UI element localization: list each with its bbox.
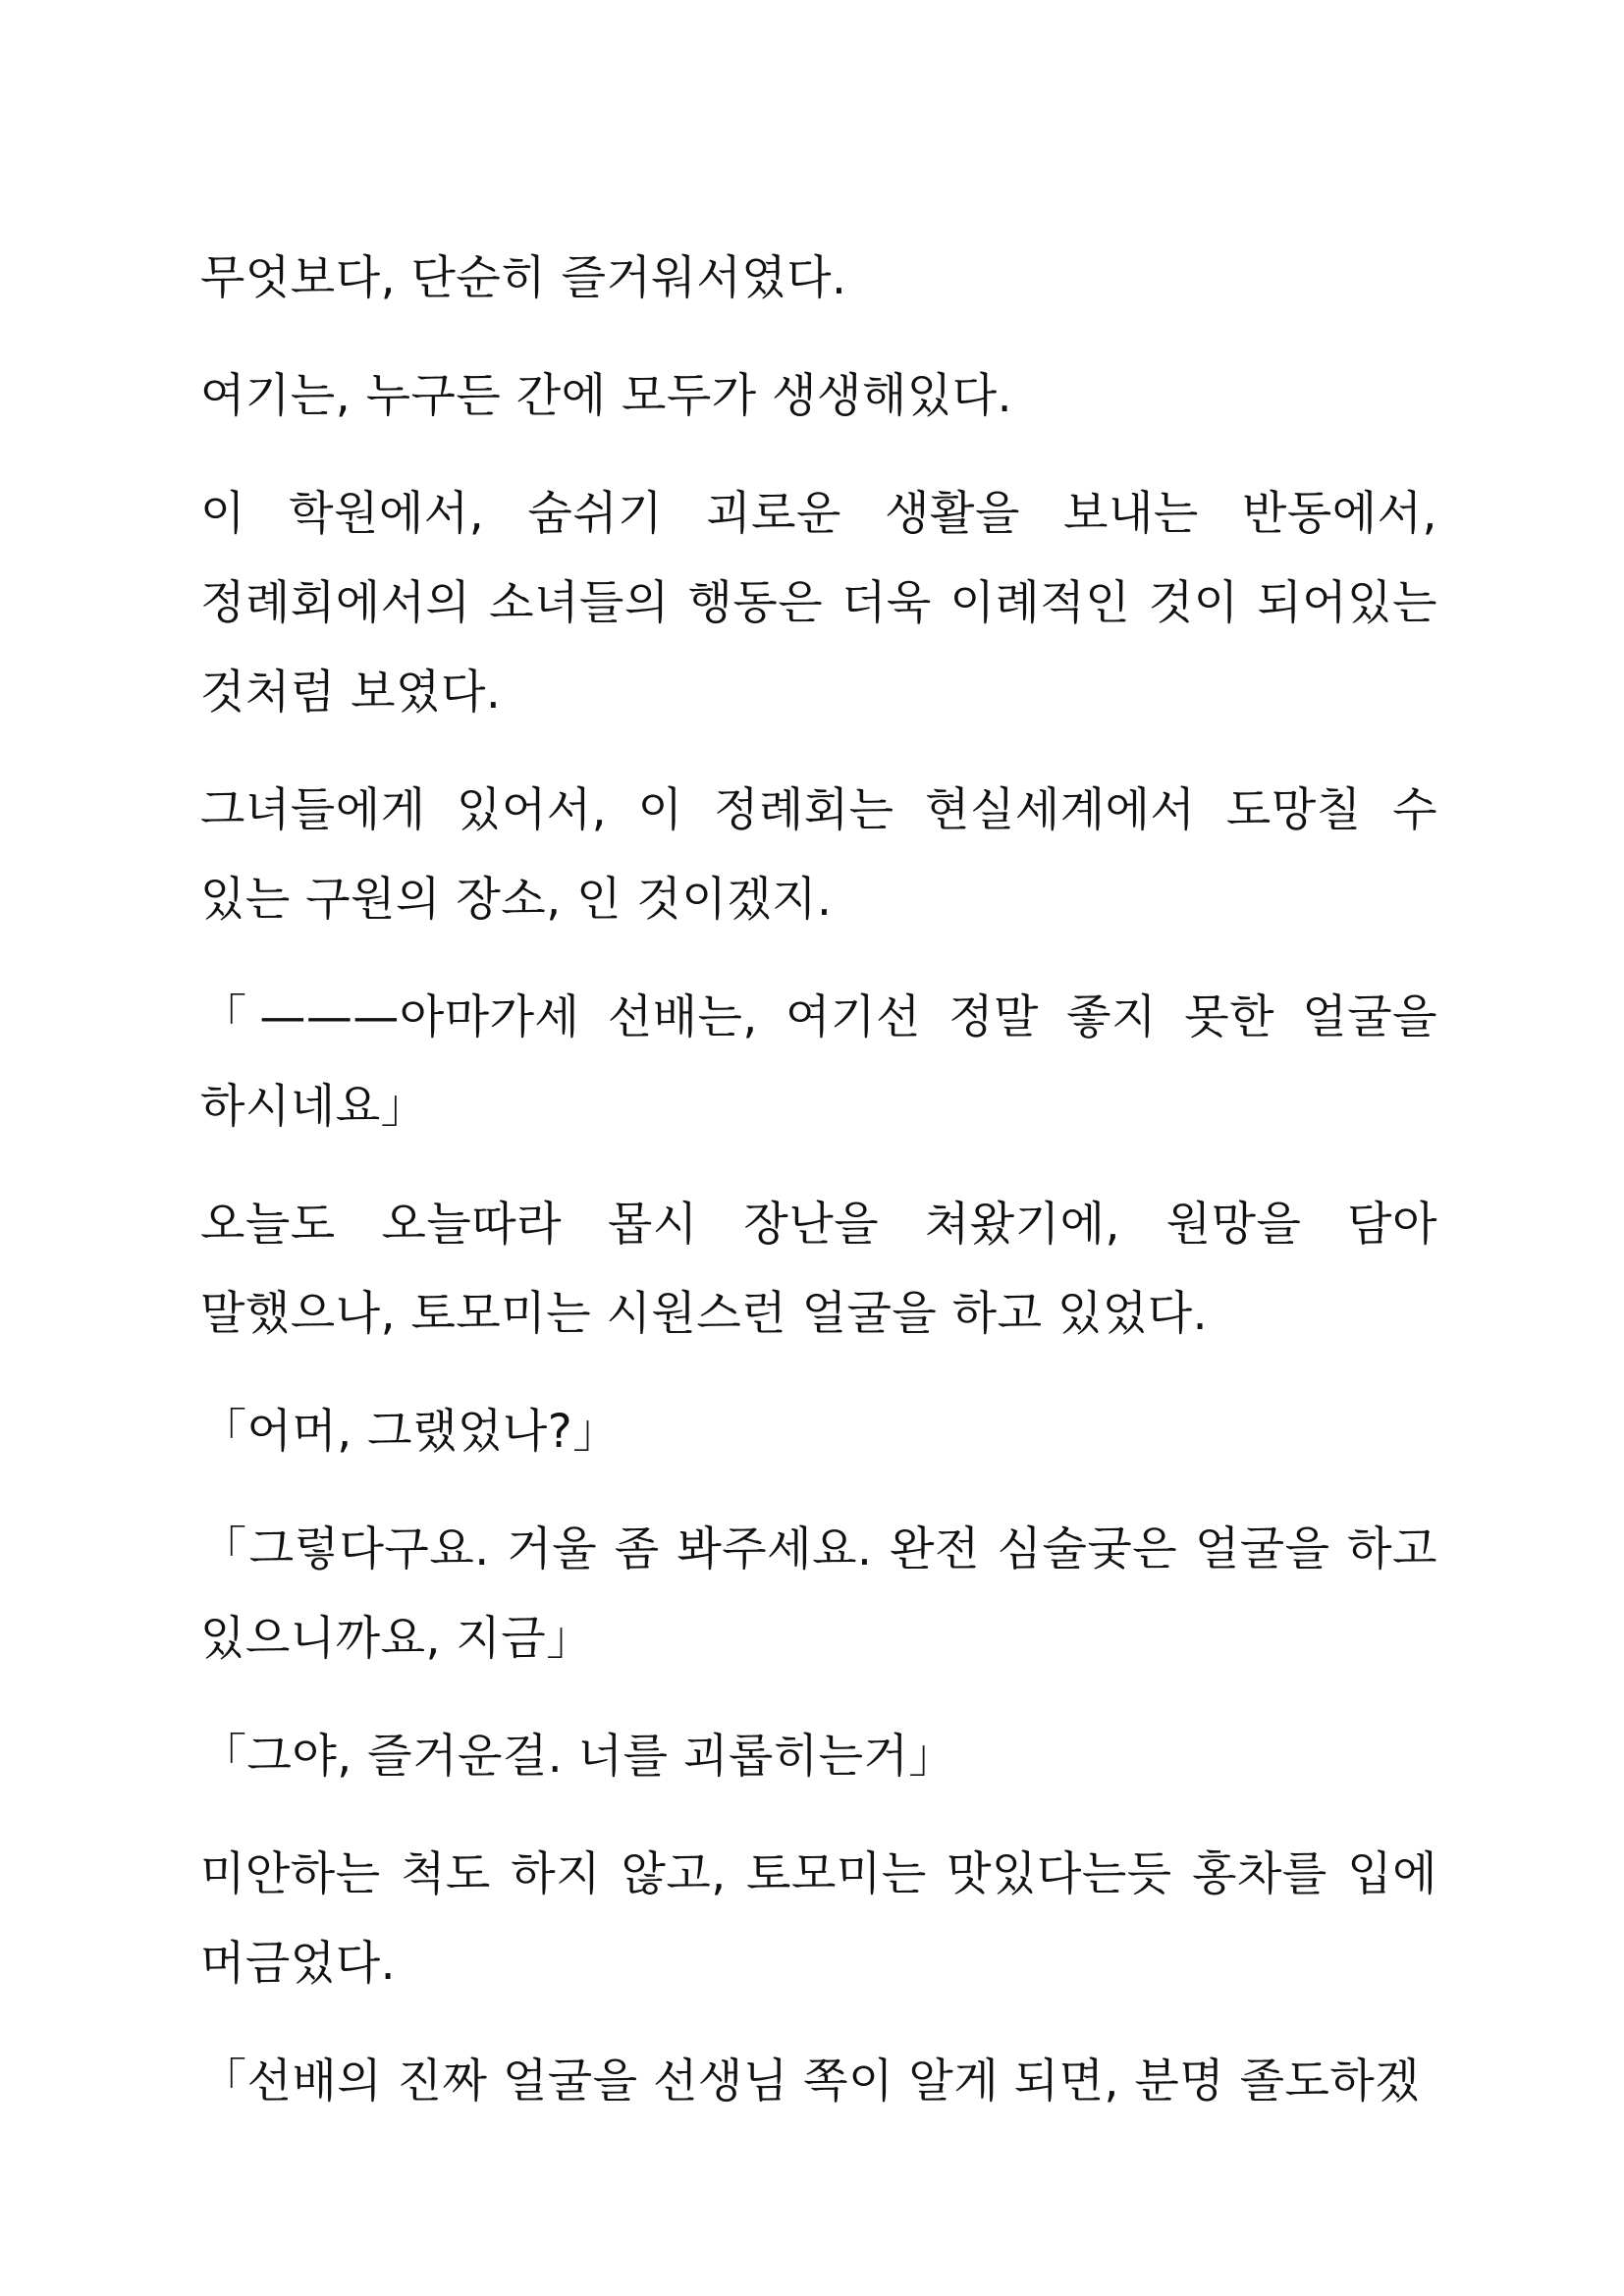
- body-text: [200, 234, 1437, 2155]
- paragraph: 이 학원에서, 숨쉬기 괴로운 생활을 보내는 반동에서, 정례회에서의 소녀들의 행동은 더욱 이례적인 것이 되어있는 것처럼 보였다.: [200, 487, 1437, 720]
- paragraph: 그녀들에게 있어서, 이 정례회는 현실세계에서 도망칠 수 있는 구원의 장소, 인 것이겠지.: [200, 783, 1437, 927]
- paragraph: 미안하는 척도 하지 않고, 토모미는 맛있다는듯 홍차를 입에 머금었다.: [200, 1847, 1437, 1991]
- paragraph: 무엇보다, 단순히 즐거워서였다.: [200, 251, 847, 305]
- dialogue-paragraph: 「그야, 즐거운걸. 너를 괴롭히는거」: [200, 1730, 955, 1784]
- paragraph: 오늘도 오늘따라 몹시 장난을 쳐왔기에, 원망을 담아 말했으나, 토모미는 시원스런 얼굴을 하고 있었다.: [200, 1198, 1437, 1341]
- dialogue-paragraph: 「어머, 그랬었나?」: [200, 1405, 620, 1459]
- dialogue-paragraph: 「그렇다구요. 거울 좀 봐주세요. 완전 심술궂은 얼굴을 하고 있으니까요, 지금」: [200, 1522, 1437, 1666]
- paragraph: 여기는, 누구든 간에 모두가 생생해있다.: [200, 369, 1013, 423]
- dialogue-paragraph: 「———아마가세 선배는, 여기선 정말 좋지 못한 얼굴을 하시네요」: [200, 990, 1437, 1134]
- dialogue-paragraph: 「선배의 진짜 얼굴을 선생님 쪽이 알게 되면, 분명 졸도하겠: [200, 2055, 1421, 2109]
